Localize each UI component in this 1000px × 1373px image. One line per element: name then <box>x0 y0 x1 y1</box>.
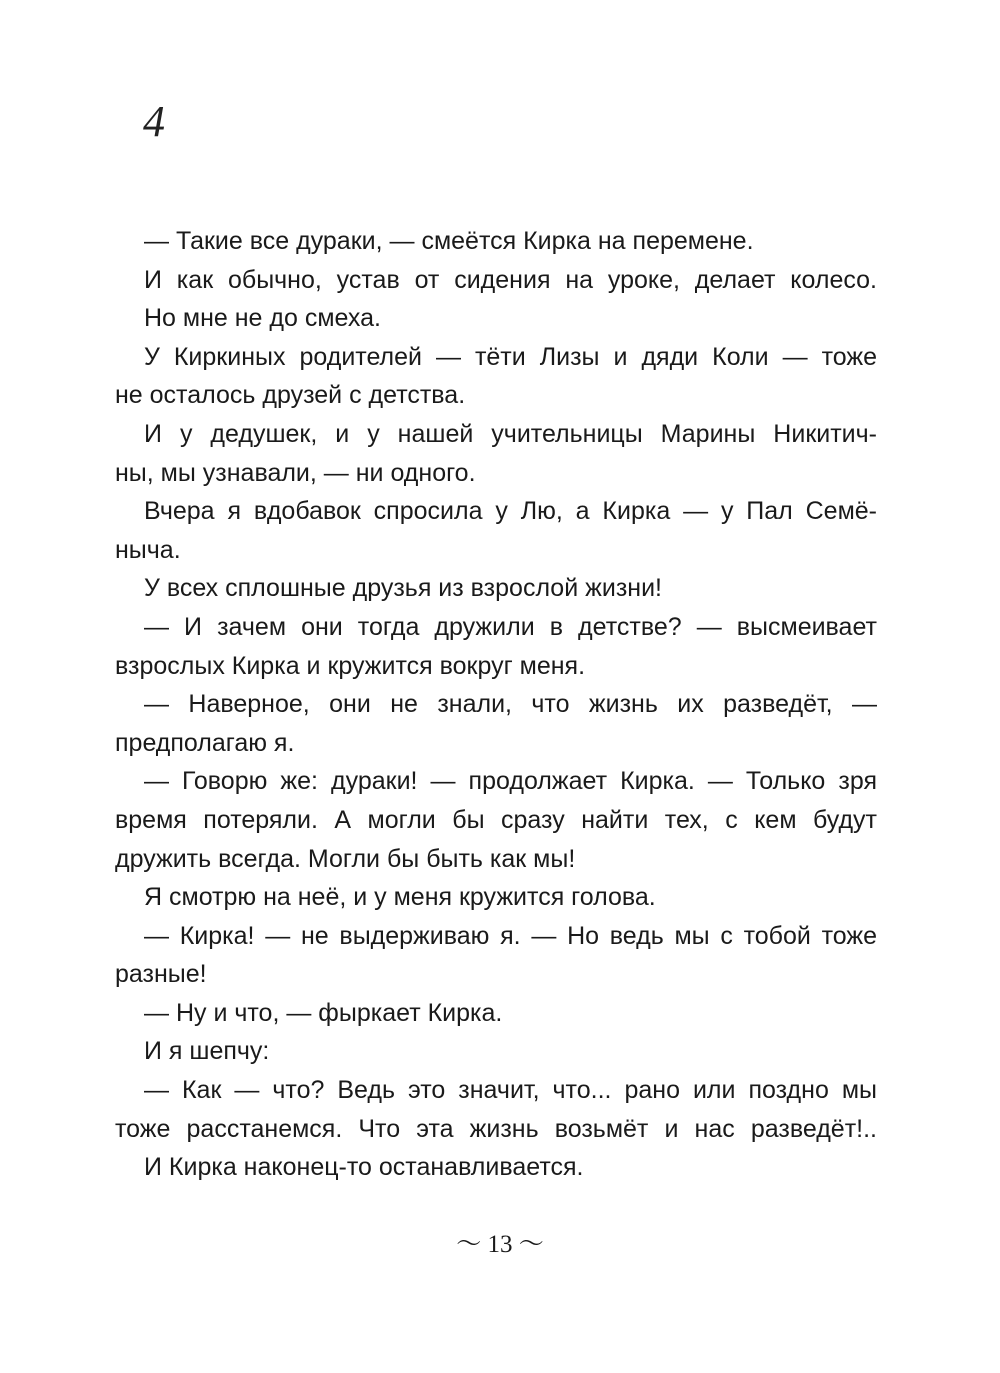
text-line: — Говорю же: дураки! — продолжает Кирка. — Только зря <box>144 767 877 796</box>
text-line: — Такие все дураки, — смеётся Кирка на перемене. <box>144 227 754 255</box>
text-line: время потеряли. А могли бы сразу найти тех, с кем будут <box>115 805 877 834</box>
text-line: Вчера я вдобавок спросила у Лю, а Кирка — у Пал Семё- <box>144 497 877 526</box>
body-text <box>115 222 877 1187</box>
text-line: — Ну и что, — фыркает Кирка. <box>144 998 503 1027</box>
text-line: У Киркиных родителей — тёти Лизы и дяди Коли — тоже <box>144 342 877 371</box>
text-line: ны, мы узнавали, — ни одного. <box>115 458 476 487</box>
text-line: дружить всегда. Могли бы быть как мы! <box>115 844 576 873</box>
page-number-value: 13 <box>487 1231 513 1258</box>
chapter-number: 4 <box>143 97 165 146</box>
text-line: — И зачем они тогда дружили в детстве? — высмеивает <box>144 612 877 641</box>
text-line: не осталось друзей с детства. <box>115 381 466 410</box>
page-number <box>0 1232 1000 1257</box>
text-line: тоже расстанемся. Что эта жизнь возьмёт и нас разведёт!.. <box>115 1114 877 1143</box>
left-ornament: 〜 <box>456 1231 482 1258</box>
text-line: взрослых Кирка и кружится вокруг меня. <box>115 651 586 680</box>
right-ornament: 〜 <box>518 1231 544 1258</box>
text-line: И я шепчу: <box>144 1037 270 1066</box>
text-line: И Кирка наконец-то останавливается. <box>144 1153 584 1182</box>
text-line: У всех сплошные друзья из взрослой жизни! <box>144 574 662 603</box>
text-line: И у дедушек, и у нашей учительницы Марины Никитич- <box>144 419 877 448</box>
text-line: И как обычно, устав от сидения на уроке, делает колесо. <box>144 265 877 294</box>
text-line: — Кирка! — не выдерживаю я. — Но ведь мы с тобой тоже <box>144 921 877 950</box>
text-line: Я смотрю на неё, и у меня кружится голова. <box>144 883 656 912</box>
text-line: — Наверное, они не знали, что жизнь их разведёт, — <box>144 690 877 719</box>
text-line: — Как — что? Ведь это значит, что... рано или поздно мы <box>144 1076 877 1105</box>
text-line: Но мне не до смеха. <box>144 304 381 333</box>
text-line: разные! <box>115 960 207 989</box>
text-line: ныча. <box>115 535 181 564</box>
text-line: предполагаю я. <box>115 728 295 757</box>
